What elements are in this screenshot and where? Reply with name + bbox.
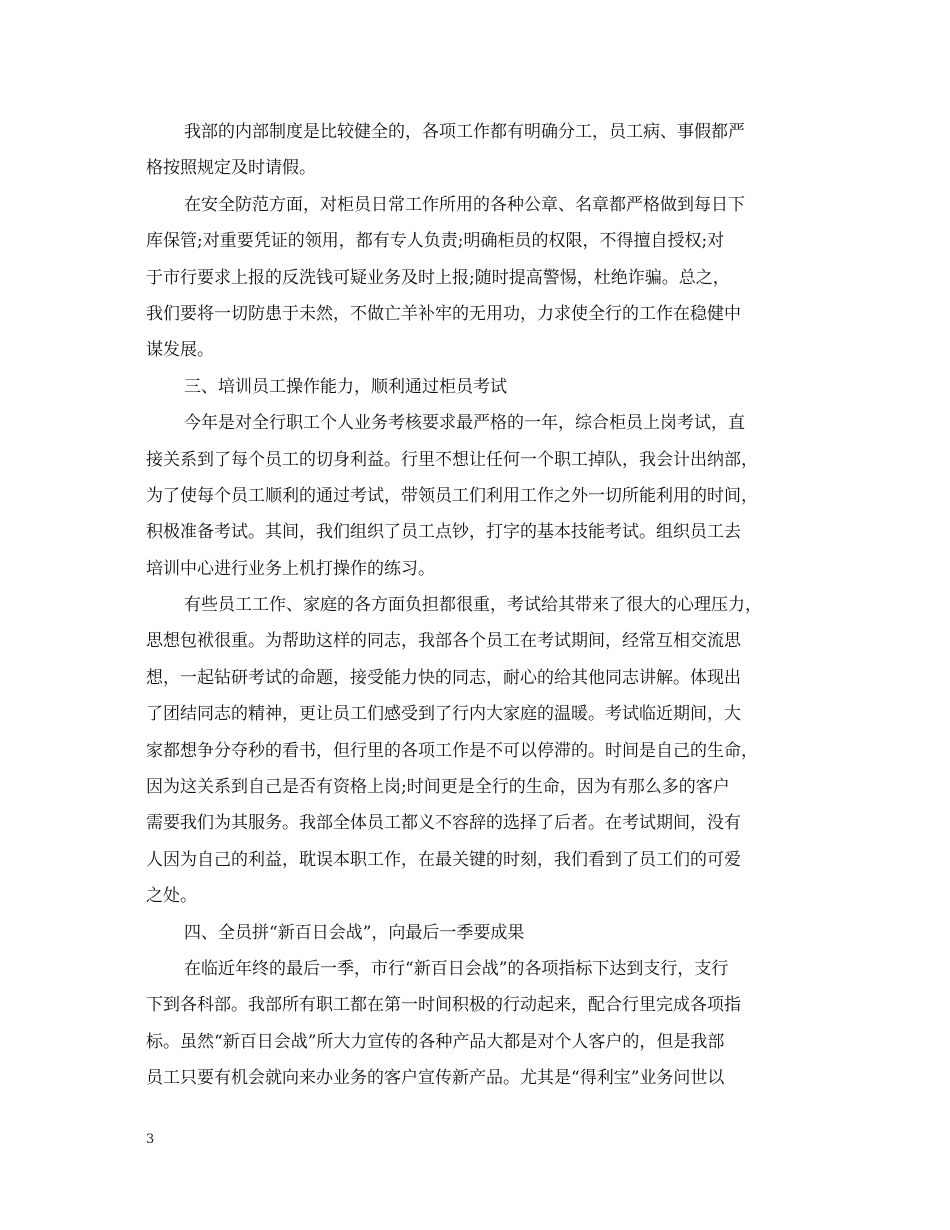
- text-line: 我部的内部制度是比较健全的，各项工作都有明确分工，员工病、事假都严: [184, 122, 745, 142]
- text-line: 人因为自己的利益，耽误本职工作，在最关键的时刻，我们看到了员工们的可爱: [146, 849, 741, 870]
- text-line: 在临近年终的最后一季，市行“新百日会战”的各项指标下达到支行，支行: [184, 958, 729, 979]
- text-line: 四、全员拼“新百日会战”，向最后一季要成果: [184, 922, 525, 943]
- text-line: 我们要将一切防患于未然，不做亡羊补牢的无用功，力求使全行的工作在稳健中: [146, 303, 741, 324]
- text-line: 下到各科部。我部所有职工都在第一时间积极的行动起来，配合行里完成各项指: [146, 995, 741, 1016]
- text-line: 于市行要求上报的反洗钱可疑业务及时上报;随时提高警惕，杜绝诈骗。总之，: [146, 267, 730, 288]
- document-body: [146, 114, 806, 1097]
- text-line: 格按照规定及时请假。: [146, 158, 316, 179]
- text-line: 需要我们为其服务。我部全体员工都义不容辞的选择了后者。在考试期间，没有: [146, 813, 741, 834]
- text-line: 为了使每个员工顺利的通过考试，带领员工们利用工作之外一切所能利用的时间，: [146, 485, 758, 506]
- text-line: 想，一起钻研考试的命题，接受能力快的同志，耐心的给其他同志讲解。体现出: [146, 667, 741, 688]
- text-line: 了团结同志的精神，更让员工们感受到了行内大家庭的温暖。考试临近期间，大: [146, 704, 741, 725]
- text-line: 积极准备考试。其间，我们组织了员工点钞，打字的基本技能考试。组织员工去: [146, 522, 741, 543]
- text-line: 员工只要有机会就向来办业务的客户宣传新产品。尤其是“得利宝”业务问世以: [146, 1068, 725, 1089]
- text-line: 家都想争分夺秒的看书，但行里的各项工作是不可以停滞的。时间是自己的生命，: [146, 740, 758, 761]
- text-line: 在安全防范方面，对柜员日常工作所用的各种公章、名章都严格做到每日下: [184, 194, 745, 215]
- text-line: 思想包袱很重。为帮助这样的同志，我部各个员工在考试期间，经常互相交流思: [146, 631, 741, 652]
- text-line: 有些员工工作、家庭的各方面负担都很重，考试给其带来了很大的心理压力，: [184, 595, 762, 616]
- text-line: 今年是对全行职工个人业务考核要求最严格的一年，综合柜员上岗考试，直: [184, 413, 745, 434]
- text-line: 接关系到了每个员工的切身利益。行里不想让任何一个职工掉队，我会计出纳部，: [146, 449, 758, 470]
- text-line: 标。虽然“新百日会战”所大力宣传的各种产品大都是对个人客户的，但是我部: [146, 1031, 725, 1052]
- text-line: 因为这关系到自己是否有资格上岗;时间更是全行的生命，因为有那么多的客户: [146, 777, 730, 798]
- text-line: 之处。: [146, 886, 197, 907]
- page-number: 3: [146, 1132, 155, 1147]
- text-line: 三、培训员工操作能力，顺利通过柜员考试: [184, 376, 507, 397]
- text-line: 培训中心进行业务上机打操作的练习。: [146, 558, 435, 579]
- text-line: 谋发展。: [146, 340, 214, 361]
- text-line: 库保管;对重要凭证的领用，都有专人负责;明确柜员的权限，不得擅自授权;对: [146, 231, 725, 252]
